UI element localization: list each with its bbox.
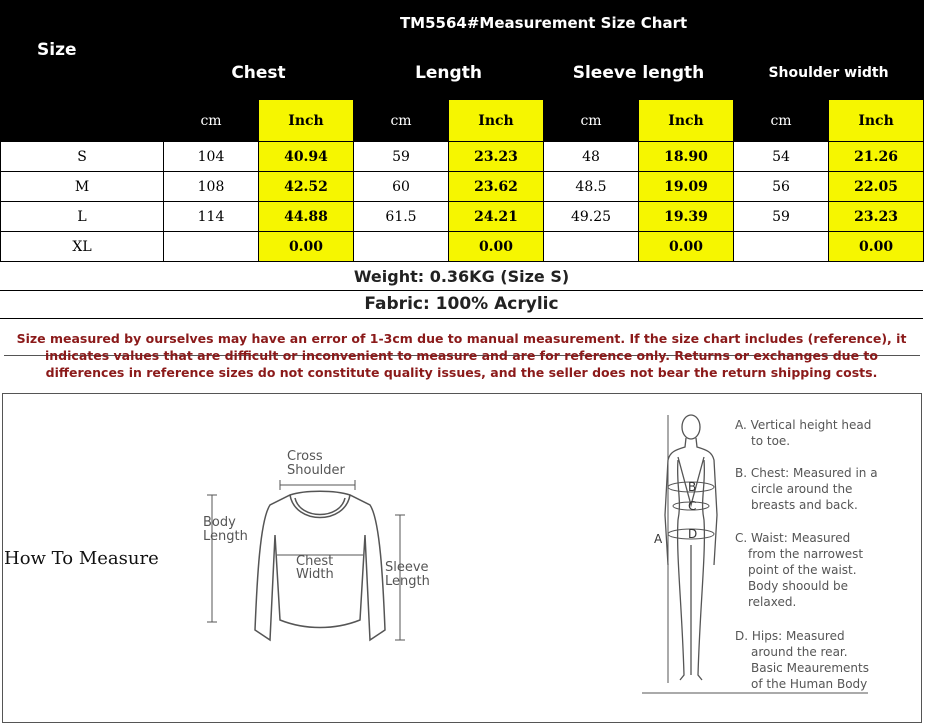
how-to-measure-label: How To Measure — [4, 548, 159, 569]
size-column-header: Size — [1, 1, 164, 100]
value-cell: 22.05 — [829, 172, 924, 202]
human-body-icon — [665, 415, 717, 680]
value-cell: 56 — [734, 172, 829, 202]
sleeve-group-header: Sleeve length — [544, 46, 734, 100]
value-cell: 48.5 — [544, 172, 639, 202]
value-cell: 114 — [164, 202, 259, 232]
d-line-1: D. Hips: Measured — [735, 629, 845, 643]
value-cell: 44.88 — [259, 202, 354, 232]
unit-inch: Inch — [259, 100, 354, 142]
b-line-3: breasts and back. — [751, 498, 858, 512]
cross-label: Cross — [287, 449, 323, 464]
size-cell: L — [1, 202, 164, 232]
c-line-5: relaxed. — [748, 595, 797, 609]
value-cell: 23.62 — [449, 172, 544, 202]
value-cell: 21.26 — [829, 142, 924, 172]
value-cell — [544, 232, 639, 262]
value-cell: 19.39 — [639, 202, 734, 232]
d-line-3: Basic Meaurements — [751, 661, 869, 675]
unit-cm: cm — [354, 100, 449, 142]
value-cell: 61.5 — [354, 202, 449, 232]
unit-cm: cm — [164, 100, 259, 142]
unit-cm: cm — [734, 100, 829, 142]
size-chart-table — [0, 0, 924, 262]
measurement-note: Size measured by ourselves may have an error of 1-3cm due to manual measurement. If the size chart includes (reference), it indicates values that are difficult or inconvenient to measure and are for reference only. Returns or exchanges due to differences in reference sizes do not constitute quality issues, and the seller does not bear the return shipping costs. — [16, 331, 907, 380]
value-cell: 42.52 — [259, 172, 354, 202]
c-line-2: from the narrowest — [748, 547, 864, 561]
letter-c: C — [688, 499, 697, 513]
value-cell: 0.00 — [639, 232, 734, 262]
value-cell: 108 — [164, 172, 259, 202]
letter-b: B — [688, 480, 697, 494]
body-figure-diagram — [640, 405, 890, 700]
unit-inch: Inch — [829, 100, 924, 142]
c-line-3: point of the waist. — [748, 563, 857, 577]
table-row — [1, 172, 924, 202]
size-header-spacer — [1, 100, 164, 142]
table-row — [1, 142, 924, 172]
table-row — [1, 202, 924, 232]
length-group-header: Length — [354, 46, 544, 100]
letter-a: A — [654, 532, 663, 546]
b-line-1: B. Chest: Measured in a — [735, 466, 878, 480]
value-cell: 0.00 — [829, 232, 924, 262]
value-cell: 54 — [734, 142, 829, 172]
value-cell: 59 — [354, 142, 449, 172]
body-length-label: Length — [203, 529, 248, 544]
value-cell — [164, 232, 259, 262]
value-cell — [354, 232, 449, 262]
shoulder-group-header: Shoulder width — [734, 46, 924, 100]
chest-group-header: Chest — [164, 46, 354, 100]
value-cell: 48 — [544, 142, 639, 172]
value-cell — [734, 232, 829, 262]
weight-line: Weight: 0.36KG (Size S) — [0, 264, 923, 291]
shoulder-label: Shoulder — [287, 463, 345, 478]
value-cell: 23.23 — [829, 202, 924, 232]
size-cell: S — [1, 142, 164, 172]
width-label: Width — [296, 567, 334, 582]
a-line-2: to toe. — [751, 434, 791, 448]
body-label: Body — [203, 515, 236, 530]
c-line-4: Body shoould be — [748, 579, 849, 593]
size-cell: M — [1, 172, 164, 202]
size-cell: XL — [1, 232, 164, 262]
chart-title: TM5564#Measurement Size Chart — [164, 1, 924, 46]
unit-inch: Inch — [639, 100, 734, 142]
value-cell: 19.09 — [639, 172, 734, 202]
value-cell: 60 — [354, 172, 449, 202]
sleeve-label: Sleeve — [385, 560, 429, 575]
value-cell: 59 — [734, 202, 829, 232]
letter-d: D — [688, 527, 698, 541]
value-cell: 0.00 — [259, 232, 354, 262]
chest-label: Chest — [296, 554, 334, 569]
sweater-diagram — [195, 440, 445, 660]
unit-cm: cm — [544, 100, 639, 142]
unit-inch: Inch — [449, 100, 544, 142]
value-cell: 49.25 — [544, 202, 639, 232]
value-cell: 18.90 — [639, 142, 734, 172]
sleeve-length-label: Length — [385, 574, 430, 589]
d-line-2: around the rear. — [751, 645, 848, 659]
fabric-line: Fabric: 100% Acrylic — [0, 291, 923, 319]
b-line-2: circle around the — [751, 482, 853, 496]
value-cell: 24.21 — [449, 202, 544, 232]
value-cell: 23.23 — [449, 142, 544, 172]
c-line-1: C. Waist: Measured — [735, 531, 851, 545]
table-row — [1, 232, 924, 262]
value-cell: 104 — [164, 142, 259, 172]
d-line-4: of the Human Body — [751, 677, 868, 691]
a-line-1: A. Vertical height head — [735, 418, 872, 432]
value-cell: 40.94 — [259, 142, 354, 172]
value-cell: 0.00 — [449, 232, 544, 262]
